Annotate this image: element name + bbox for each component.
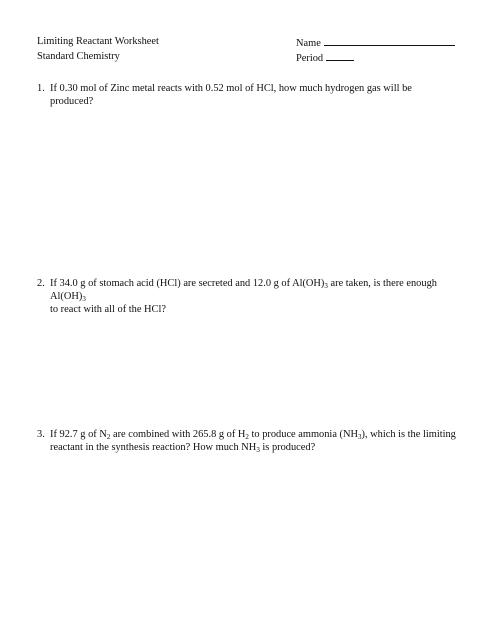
question-2 — [37, 277, 457, 316]
question-text: If 92.7 g of $N_2$ are combined with 265.8 g of $H_2$ to produce ammonia $(NH_3)$, which is the limiting reactant in the synthesis reaction? How much $NH_3$ is produced? — [50, 429, 456, 454]
question-1 — [37, 82, 457, 108]
question-number: 3. — [37, 429, 45, 440]
question-text: If 34.0 g of stomach acid (HCl) are secreted and 12.0 g of $Al(OH)_3$ are taken, is there enough $Al(OH)_3$ to react with all of the HCl? — [50, 278, 437, 315]
question-number: 1. — [37, 83, 45, 94]
period-field — [296, 50, 354, 65]
name-blank-line — [324, 35, 455, 46]
period-label: Period — [296, 53, 324, 64]
name-field — [296, 35, 455, 50]
name-label: Name — [296, 38, 321, 49]
question-3 — [37, 428, 457, 454]
question-number: 2. — [37, 278, 45, 289]
period-blank-line — [326, 50, 354, 61]
course-name: Standard Chemistry — [37, 51, 120, 62]
worksheet-title: Limiting Reactant Worksheet — [37, 36, 159, 47]
question-text: If 0.30 mol of Zinc metal reacts with 0.52 mol of HCl, how much hydrogen gas will be produced? — [50, 83, 412, 107]
